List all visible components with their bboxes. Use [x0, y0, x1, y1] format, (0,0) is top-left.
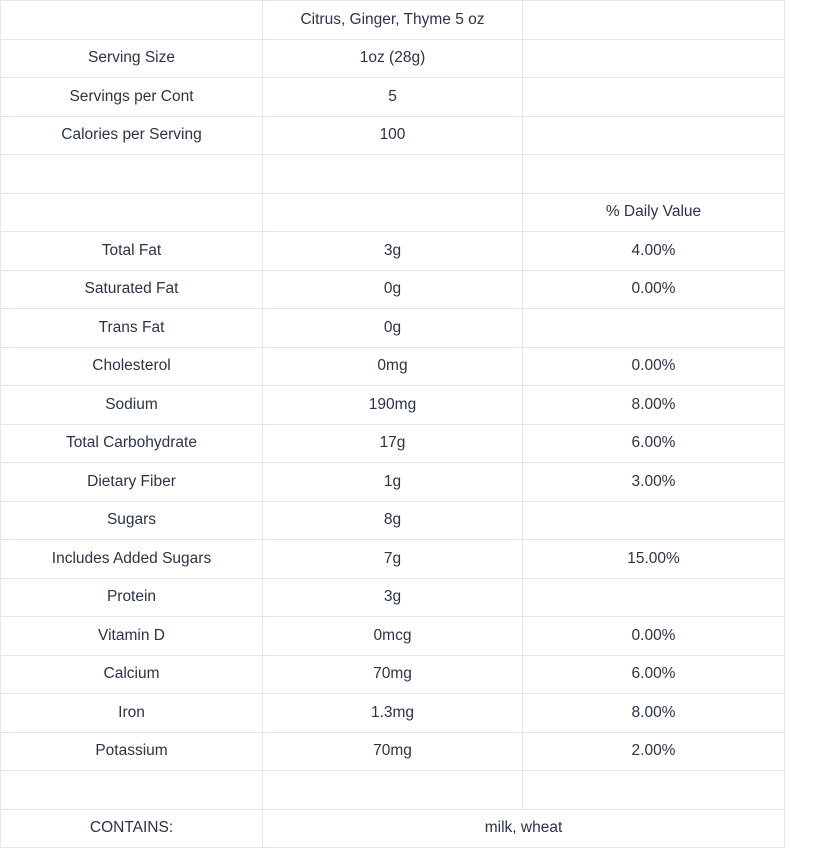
row-dv-cell [523, 309, 785, 348]
row-dv-cell: 0.00% [523, 347, 785, 386]
row-label-cell: Calcium [1, 655, 263, 694]
table-row-total-fat [1, 232, 785, 271]
table-row-vitamin-d [1, 617, 785, 656]
table-row-dietary-fiber [1, 463, 785, 502]
table-row-sodium [1, 386, 785, 425]
row-dv-cell [523, 1, 785, 40]
table-row-iron [1, 694, 785, 733]
row-label-cell: Includes Added Sugars [1, 540, 263, 579]
row-dv-cell: 6.00% [523, 424, 785, 463]
table-row-trans-fat [1, 309, 785, 348]
row-dv-cell: 0.00% [523, 617, 785, 656]
row-dv-cell [523, 771, 785, 810]
table-row-calcium [1, 655, 785, 694]
row-value-cell: 0mcg [263, 617, 523, 656]
row-dv-cell [523, 39, 785, 78]
row-dv-cell [523, 578, 785, 617]
row-label-cell: Serving Size [1, 39, 263, 78]
row-label-cell: Iron [1, 694, 263, 733]
row-value-cell: 0g [263, 270, 523, 309]
row-dv-cell: 2.00% [523, 732, 785, 771]
nutrition-table-body [1, 1, 785, 848]
allergens-value-cell: milk, wheat [263, 809, 785, 848]
row-label-cell: Dietary Fiber [1, 463, 263, 502]
row-value-cell: 3g [263, 232, 523, 271]
row-label-cell: Vitamin D [1, 617, 263, 656]
row-dv-cell [523, 155, 785, 194]
row-dv-cell: 8.00% [523, 694, 785, 733]
row-value-cell: 0g [263, 309, 523, 348]
table-row-product-header [1, 1, 785, 40]
table-row-cholesterol [1, 347, 785, 386]
row-dv-cell: 0.00% [523, 270, 785, 309]
row-value-cell: 3g [263, 578, 523, 617]
row-label-cell: Sodium [1, 386, 263, 425]
table-row-protein [1, 578, 785, 617]
table-row-saturated-fat [1, 270, 785, 309]
row-label-cell: Protein [1, 578, 263, 617]
table-row-added-sugars [1, 540, 785, 579]
row-value-cell: 5 [263, 78, 523, 117]
row-label-cell: Cholesterol [1, 347, 263, 386]
row-dv-cell [523, 116, 785, 155]
row-label-cell [1, 1, 263, 40]
row-dv-cell: 3.00% [523, 463, 785, 502]
row-value-cell: 7g [263, 540, 523, 579]
row-label-cell: Servings per Cont [1, 78, 263, 117]
table-row-sugars [1, 501, 785, 540]
row-label-cell: Sugars [1, 501, 263, 540]
daily-value-header-cell: % Daily Value [523, 193, 785, 232]
row-value-cell: 8g [263, 501, 523, 540]
row-label-cell [1, 155, 263, 194]
row-value-cell: 17g [263, 424, 523, 463]
row-value-cell: 70mg [263, 655, 523, 694]
row-value-cell: 1oz (28g) [263, 39, 523, 78]
table-row-daily-value-header [1, 193, 785, 232]
row-label-cell: Calories per Serving [1, 116, 263, 155]
row-dv-cell [523, 78, 785, 117]
table-row-serving-size [1, 39, 785, 78]
row-label-cell [1, 193, 263, 232]
row-label-cell: Total Carbohydrate [1, 424, 263, 463]
row-value-cell: 0mg [263, 347, 523, 386]
table-row-contains-allergens [1, 809, 785, 848]
table-row-total-carbohydrate [1, 424, 785, 463]
table-row-spacer [1, 155, 785, 194]
row-value-cell: 1.3mg [263, 694, 523, 733]
contains-label-cell: CONTAINS: [1, 809, 263, 848]
table-row-servings-per-cont [1, 78, 785, 117]
row-dv-cell: 6.00% [523, 655, 785, 694]
row-value-cell: 70mg [263, 732, 523, 771]
row-value-cell: 100 [263, 116, 523, 155]
table-row-spacer [1, 771, 785, 810]
row-value-cell: 190mg [263, 386, 523, 425]
row-label-cell: Total Fat [1, 232, 263, 271]
product-name-cell: Citrus, Ginger, Thyme 5 oz [263, 1, 523, 40]
row-label-cell: Trans Fat [1, 309, 263, 348]
table-row-calories [1, 116, 785, 155]
row-label-cell: Potassium [1, 732, 263, 771]
row-dv-cell: 15.00% [523, 540, 785, 579]
row-dv-cell [523, 501, 785, 540]
row-label-cell: Saturated Fat [1, 270, 263, 309]
row-dv-cell: 8.00% [523, 386, 785, 425]
row-dv-cell: 4.00% [523, 232, 785, 271]
row-label-cell [1, 771, 263, 810]
row-value-cell [263, 771, 523, 810]
row-value-cell [263, 193, 523, 232]
table-row-potassium [1, 732, 785, 771]
row-value-cell: 1g [263, 463, 523, 502]
row-value-cell [263, 155, 523, 194]
